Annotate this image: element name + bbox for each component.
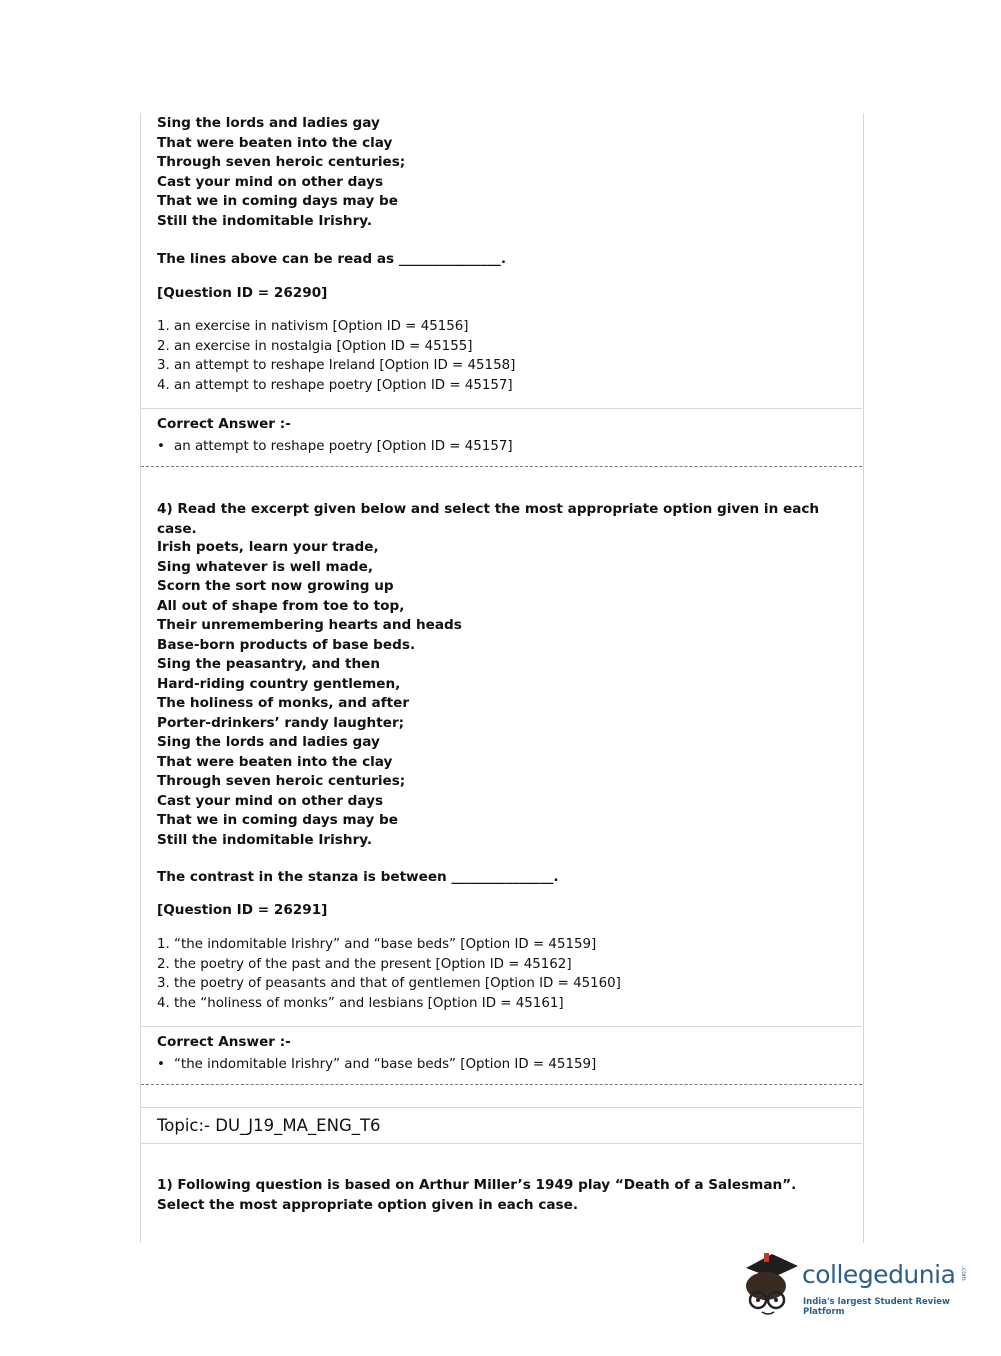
question-id: [Question ID = 26290] [157, 285, 328, 301]
poem-line: The holiness of monks, and after [157, 695, 410, 711]
option-item: 2. an exercise in nostalgia [Option ID = 45155] [157, 338, 473, 354]
correct-answer [157, 1057, 596, 1072]
divider [141, 1026, 862, 1027]
poem-line: Cast your mind on other days [157, 792, 384, 809]
option-item: 2. the poetry of the past and the present [Option ID = 45162] [157, 956, 572, 972]
poem-excerpt-1 [157, 114, 405, 231]
poem-line: Sing the peasantry, and then [157, 656, 381, 672]
question-id: [Question ID = 26291] [157, 902, 328, 918]
question-prompt: The lines above can be read as _______________. [157, 251, 506, 267]
poem-line: Through seven heroic centuries; [157, 154, 406, 170]
question-heading: 4) Read the excerpt given below and select the most appropriate option given in each case. [157, 501, 820, 537]
correct-answer-text: an attempt to reshape poetry [Option ID = 45157] [174, 439, 513, 454]
poem-line: Still the indomitable Irishry. [157, 831, 373, 848]
topic-label: Topic:- DU_J19_MA_ENG_T6 [157, 1116, 381, 1135]
poem-line: Their unremembering hearts and heads [157, 617, 462, 633]
dashed-divider [141, 1084, 862, 1085]
poem-line: Sing the lords and ladies gay [157, 734, 380, 750]
option-item: 1. “the indomitable Irishry” and “base beds” [Option ID = 45159] [157, 937, 597, 952]
divider [141, 1143, 862, 1144]
question-prompt: The contrast in the stanza is between _______________. [157, 869, 559, 885]
poem-line: Scorn the sort now growing up [157, 578, 394, 594]
poem-line: That we in coming days may be [157, 812, 398, 828]
poem-line: All out of shape from toe to top, [157, 597, 405, 614]
poem-line: That were beaten into the clay [157, 753, 393, 770]
correct-answer-label: Correct Answer :- [157, 1034, 291, 1050]
poem-line: Through seven heroic centuries; [157, 773, 406, 789]
divider [141, 408, 862, 409]
option-item: 3. an attempt to reshape Ireland [Option ID = 45158] [157, 358, 516, 373]
poem-line: Porter-drinkers’ randy laughter; [157, 714, 405, 731]
bullet: • [157, 1057, 165, 1072]
option-item: 3. the poetry of peasants and that of gentlemen [Option ID = 45160] [157, 976, 621, 991]
poem-line: Sing the lords and ladies gay [157, 115, 380, 131]
poem-excerpt-2 [157, 538, 462, 850]
question-heading: 1) Following question is based on Arthur Miller’s 1949 play “Death of a Salesman”. Select the most appropriate option given in each case. [157, 1177, 797, 1213]
option-item: 1. an exercise in nativism [Option ID = 45156] [157, 319, 469, 334]
correct-answer [157, 439, 513, 454]
poem-line: That were beaten into the clay [157, 134, 393, 151]
option-item: 4. the “holiness of monks” and lesbians [Option ID = 45161] [157, 995, 564, 1011]
dashed-divider [141, 466, 862, 467]
poem-line: Cast your mind on other days [157, 173, 384, 190]
poem-line: Irish poets, learn your trade, [157, 539, 379, 555]
correct-answer-text: “the indomitable Irishry” and “base beds” [Option ID = 45159] [174, 1057, 597, 1072]
poem-line: Hard-riding country gentlemen, [157, 675, 401, 692]
graduate-mascot-icon [742, 1250, 800, 1320]
poem-line: Base-born products of base beds. [157, 636, 416, 653]
option-item: 4. an attempt to reshape poetry [Option ID = 45157] [157, 377, 513, 393]
logo-wordmark: collegedunia [802, 1260, 956, 1289]
options-list [157, 317, 515, 395]
poem-line: That we in coming days may be [157, 193, 398, 209]
logo-tagline: India's largest Student Review Platform [803, 1297, 950, 1317]
collegedunia-logo[interactable] [742, 1250, 982, 1320]
poem-line: Sing whatever is well made, [157, 558, 373, 575]
correct-answer-label: Correct Answer :- [157, 416, 291, 432]
divider [141, 1107, 862, 1108]
logo-suffix: .com [960, 1266, 967, 1281]
bullet: • [157, 439, 165, 454]
poem-line: Still the indomitable Irishry. [157, 212, 373, 229]
options-list [157, 935, 621, 1013]
